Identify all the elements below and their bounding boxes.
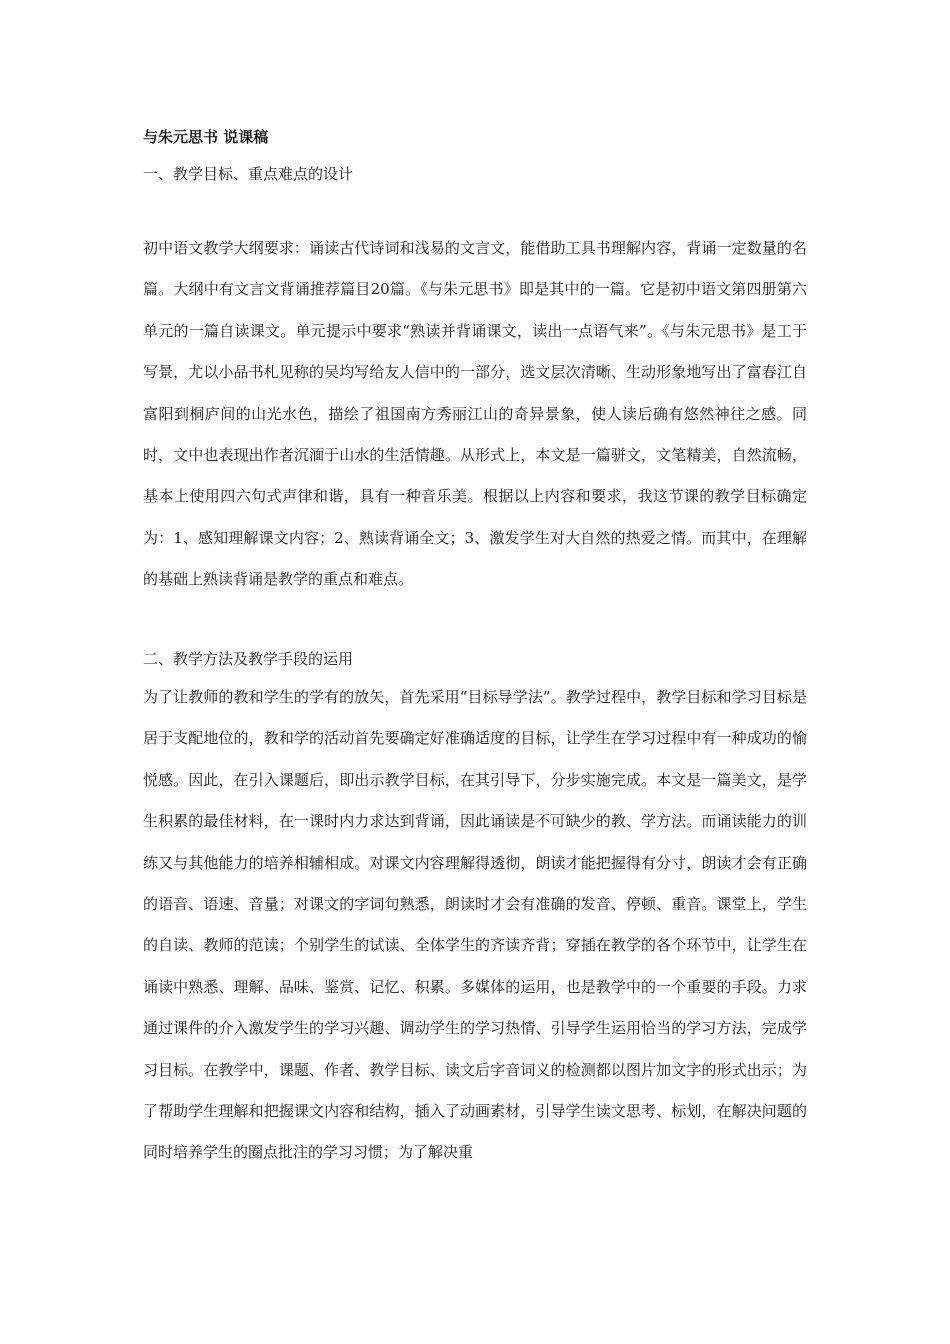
section-paragraph-objectives: 初中语文教学大纲要求：诵读古代诗词和浅易的文言文，能借助工具书理解内容，背诵一定数量的名篇。大纲中有文言文背诵推荐篇目20篇。《与朱元思书》即是其中的一篇。它是初中语文第四册第六单元的一篇自读课文。单元提示中要求“熟读并背诵课文，读出一点语气来”。《与朱元思书》是工于写景，尤以小品书札见称的吴均写给友人信中的一部分，选文层次清晰、生动形象地写出了富春江自富阳到桐庐间的山光水色，描绘了祖国南方秀丽江山的奇异景象，使人读后确有悠然神往之感。同时，文中也表现出作者沉湎于山水的生活情趣。从形式上，本文是一篇骈文，文笔精美，自然流畅，基本上使用四六句式声律和谐，具有一种音乐美。根据以上内容和要求，我这节课的教学目标确定为：1、感知理解课文内容；2、熟读背诵全文；3、激发学生对大自然的热爱之情。而其中，在理解的基础上熟读背诵是教学的重点和难点。: [143, 239, 807, 589]
section-heading-methods: 二、教学方法及教学手段的运用: [143, 650, 354, 668]
document-title: 与朱元思书 说课稿: [143, 128, 269, 146]
section-paragraph-methods: 为了让教师的教和学生的学有的放矢，首先采用“目标导学法”。教学过程中，教学目标和学习目标是居于支配地位的，教和学的活动首先要确定好准确适度的目标，让学生在学习过程中有一种成功的愉悦感。因此，在引入课题后，即出示教学目标，在其引导下，分步实施完成。本文是一篇美文，是学生积累的最佳材料，在一课时内力求达到背诵，因此诵读是不可缺少的教、学方法。而诵读能力的训练又与其他能力的培养相辅相成。对课文内容理解得透彻，朗读才能把握得有分寸，朗读才会有正确的语音、语速、音量；对课文的字词句熟悉，朗读时才会有准确的发音、停顿、重音。课堂上，学生的自读、教师的范读；个别学生的试读、全体学生的齐读齐背；穿插在教学的各个环节中，让学生在诵读中熟悉、理解、品味、鉴赏、记忆、积累。多媒体的运用，也是教学中的一个重要的手段。力求通过课件的介入激发学生的学习兴趣、调动学生的学习热情、引导学生运用恰当的学习方法，完成学习目标。在教学中，课题、作者、教学目标、读文后字音词义的检测都以图片加文字的形式出示；为了帮助学生理解和把握课文内容和结构，插入了动画素材，引导学生读文思考、标划，在解决问题的同时培养学生的圈点批注的学习习惯；为了解决重: [143, 688, 807, 1162]
section-heading-objectives: 一、教学目标、重点难点的设计: [143, 165, 354, 183]
